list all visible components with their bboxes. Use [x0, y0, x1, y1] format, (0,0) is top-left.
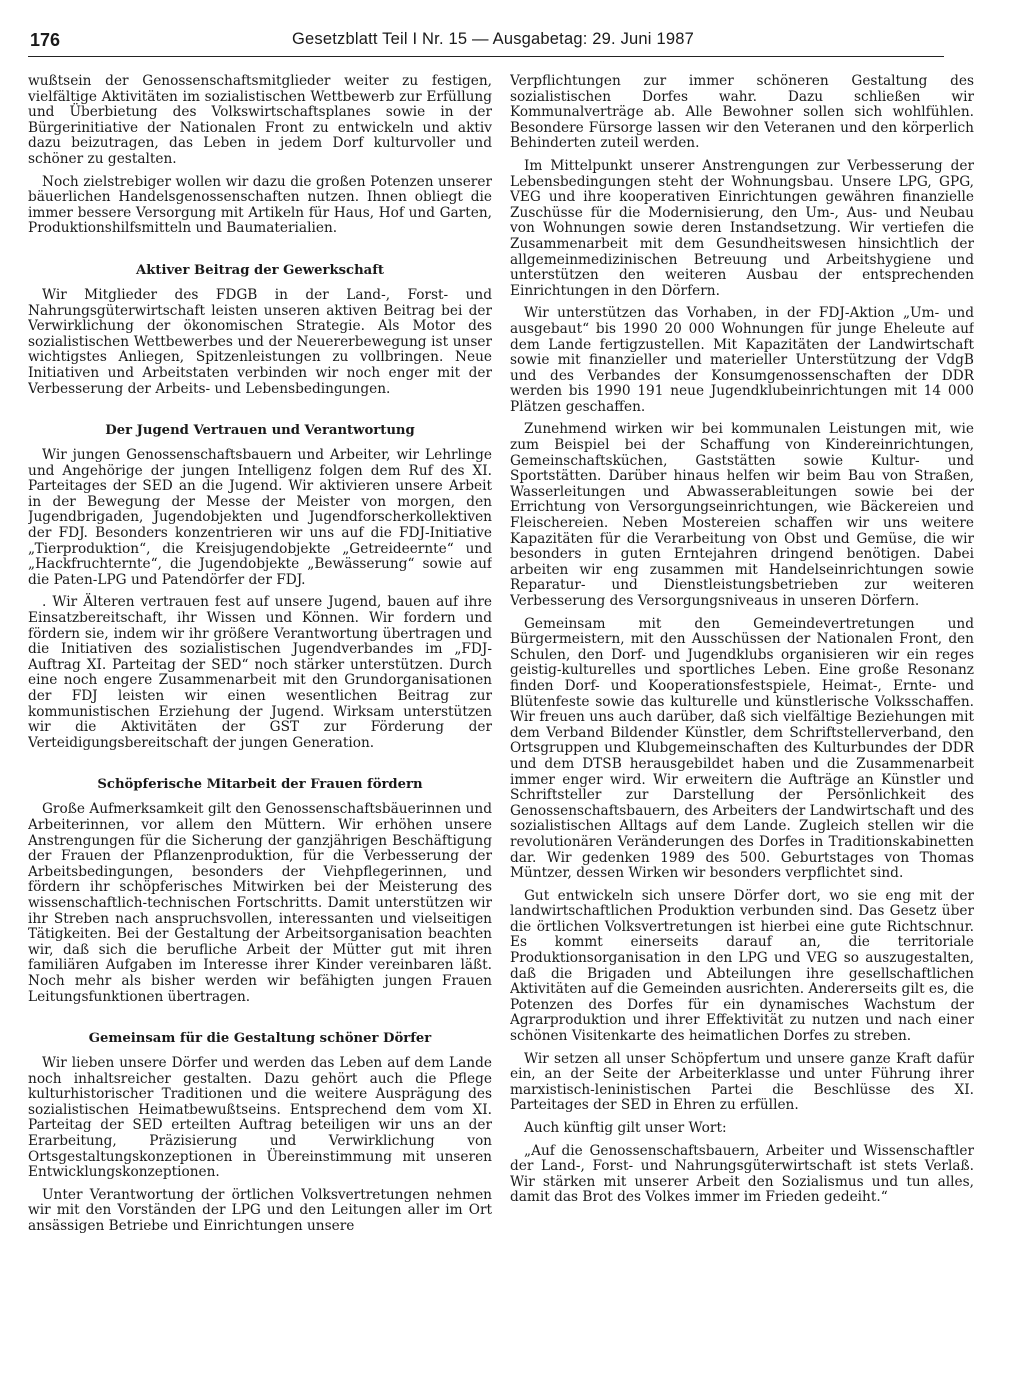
right-column — [510, 74, 974, 1374]
section-heading: Aktiver Beitrag der Gewerkschaft — [136, 262, 384, 278]
page-number: 176 — [30, 30, 61, 50]
header-title: Gesetzblatt Teil I Nr. 15 — Ausgabetag: 29. Juni 1987 — [292, 30, 694, 48]
paragraph: Auch künftig gilt unser Wort: — [524, 1120, 727, 1136]
paragraph: Wir jungen Genossenschaftsbauern und Arbeiter, wir Lehrlinge und Angehörige der jungen Intelligenz folgen dem Ruf des XI. Parteitages der SED an die Jugend. Wir aktivieren unsere Arbeit in der Bewegung der Messe der Meister von morgen, den Jugendbrigaden, Jugendobjekten und Jugendforscherkollektiven der FDJ. Besonders konzentrieren wir uns auf die FDJ-Initiative „Tierproduktion“, die Kreisjugendobjekte „Getreideernte“ und „Hackfruchternte“, die Jugendobjekte „Bewässerung“ sowie auf die Paten-LPG und Patendörfer der FDJ. — [28, 447, 492, 588]
paragraph: Im Mittelpunkt unserer Anstrengungen zur Verbesserung der Lebensbedingungen steht der Wohnungsbau. Unsere LPG, GPG, VEG und ihre kooperativen Einrichtungen gewähren finanzielle Zuschüsse für die Modernisierung, den Um-, Aus- und Neubau von Wohnungen sowie deren Instandsetzung. Wir vertiefen die Zusammenarbeit mit dem Gesundheitswesen hinsichtlich der allgemeinmedizinischen Betreuung und Arbeitshygiene und unterstützen den weiteren Ausbau der entsprechenden Einrichtungen in den Dörfern. — [510, 157, 974, 299]
paragraph: Wir setzen all unser Schöpfertum und unsere ganze Kraft dafür ein, an der Seite der Arbeiterklasse und unter Führung ihrer marxistisch-leninistischen Partei die Beschlüsse des XI. Parteitages der SED in Ehren zu erfüllen. — [510, 1050, 974, 1114]
paragraph: . Wir Älteren vertrauen fest auf unsere Jugend, bauen auf ihre Einsatzbereitschaft, ihr Wissen und Können. Wir fordern und fördern sie, indem wir ihr größere Verantwortung übertragen und die Initiativen des sozialistischen Jugendverbandes im „FDJ-Auftrag XI. Parteitag der SED“ noch stärker unterstützen. Durch eine noch engere Zusammenarbeit mit den Grundorganisationen der FDJ leisten wir einen wesentlichen Beitrag zur kommunistischen Erziehung der Jugend. Wirksam unterstützen wir die Aktivitäten der GST zur Förderung der Verteidigungsbereitschaft der jungen Generation. — [28, 594, 492, 751]
paragraph: Gemeinsam mit den Gemeindevertretungen und Bürgermeistern, mit den Ausschüssen der Nationalen Front, den Schulen, den Dorf- und Jugendklubs organisieren wir ein reges geistig-kulturelles und sportliches Leben. Eine große Resonanz finden Dorf- und Kooperationsfestspiele, Heimat-, Ernte- und Blütenfeste sowie das kulturelle und künstlerische Volksschaffen. Wir freuen uns auch darüber, daß sich vielfältige Beziehungen mit dem Verband Bildender Künstler, dem Schriftstellerverband, den Ortsgruppen und Klubgemeinschaften des Kulturbundes der DDR und dem DTSB herausgebildet haben und die Zusammenarbeit immer enger wird. Wir erweitern die Aufträge an Künstler und Schriftsteller zur Darstellung der Persönlichkeit des Genossenschaftsbauern, des Arbeiters der Landwirtschaft und des sozialistischen Alltags auf dem Lande. Zugleich stellen wir die revolutionären Veränderungen des Dorfes in Traditionskabinetten dar. Wir gedenken 1989 des 500. Geburtstages von Thomas Müntzer, dessen Wirken wir besonders verpflichtet sind. — [510, 615, 974, 882]
closing-quote: „Auf die Genossenschaftsbauern, Arbeiter und Wissenschaftler der Land-, Forst- und Nahrungsgüterwirtschaft ist stets Verlaß. Wir stärken mit unserer Arbeit den Sozialismus und tun alles, damit das Brot des Volkes immer im Frieden gedeiht.“ — [510, 1142, 974, 1206]
paragraph: Wir unterstützen das Vorhaben, in der FDJ-Aktion „Um- und ausgebaut“ bis 1990 20 000 Wohnungen für junge Eheleute auf dem Lande fertigzustellen. Mit Kapazitäten der Landwirtschaft sowie mit finanzieller und materieller Unterstützung der VdgB und des Verbandes der Konsumgenossenschaften der DDR werden bis 1990 191 neue Jugendklubeinrichtungen mit 14 000 Plätzen geschaffen. — [510, 305, 974, 415]
paragraph: Wir Mitglieder des FDGB in der Land-, Forst- und Nahrungsgüterwirtschaft leisten unseren aktiven Beitrag bei der Verwirklichung der ökonomischen Strategie. Als Motor des sozialistischen Wettbewerbes und der Neuererbewegung ist unser wichtigstes Anliegen, Spitzenleistungen zu vollbringen. Neue Initiativen und Arbeitstaten verbinden wir noch enger mit der Verbesserung der Arbeits- und Lebensbedingungen. — [28, 286, 492, 397]
page-header — [28, 26, 944, 57]
section-heading: Schöpferische Mitarbeit der Frauen fördern — [97, 777, 423, 793]
paragraph: Unter Verantwortung der örtlichen Volksvertretungen nehmen wir mit den Vorständen der LPG und den Leitungen aller im Ort ansässigen Betriebe und Einrichtungen unsere — [28, 1186, 492, 1235]
paragraph: Gut entwickeln sich unsere Dörfer dort, wo sie eng mit der landwirtschaftlichen Produktion verbunden sind. Das Gesetz über die örtlichen Volksvertretungen ist hierbei eine gute Richtschnur. Es kommt einerseits darauf an, die territoriale Produktionsorganisation in den LPG und VEG so auszugestalten, daß die Brigaden und Abteilungen ihre gesellschaftlichen Aktivitäten auf die Gemeinden ausrichten. Andererseits gilt es, die Potenzen des Dorfes für ein dynamisches Wachstum der Agrarproduktion und ihrer Effektivität zu nutzen und nach einer schönen Visitenkarte des heimatlichen Dorfes zu streben. — [510, 887, 974, 1045]
paragraph: Noch zielstrebiger wollen wir dazu die großen Potenzen unserer bäuerlichen Handelsgenossenschaften nutzen. Ihnen obliegt die immer bessere Versorgung mit Artikeln für Haus, Hof und Garten, Produktionshilfsmitteln und Baumaterialien. — [28, 173, 492, 237]
section-heading: Der Jugend Vertrauen und Verantwortung — [105, 423, 415, 439]
paragraph: Zunehmend wirken wir bei kommunalen Leistungen mit, wie zum Beispiel bei der Schaffung von Kindereinrichtungen, Gemeinschaftsküchen, Gaststätten sowie Kultur- und Sportstätten. Darüber hinaus helfen wir beim Bau von Straßen, Wasserleitungen und Abwasserableitungen sowie bei der Errichtung von Versorgungseinrichtungen, wie Bäckereien und Fleischereien. Neben Mostereien schaffen wir uns weitere Kapazitäten für die Verarbeitung von Obst und Gemüse, die wir besonders in guten Erntejahren dringend benötigen. Dabei arbeiten wir eng zusammen mit Handelseinrichtungen sowie Reparatur- und Dienstleistungsbetrieben zur weiteren Verbesserung des Versorgungsniveaus in unseren Dörfern. — [510, 421, 974, 609]
section-heading: Gemeinsam für die Gestaltung schöner Dörfer — [88, 1031, 432, 1047]
paragraph: Wir lieben unsere Dörfer und werden das Leben auf dem Lande noch inhaltsreicher gestalten. Dazu gehört auch die Pflege kulturhistorischer Traditionen und die weitere Ausprägung des sozialistischen Heimatbewußtseins. Entsprechend dem vom XI. Parteitag der SED erteilten Auftrag beteiligen wir uns an der Erarbeitung, Präzisierung und Verwirklichung von Ortsgestaltungskonzeptionen in Übereinstimmung mit unseren Entwicklungskonzeptionen. — [28, 1055, 492, 1181]
paragraph: wußtsein der Genossenschaftsmitglieder weiter zu festigen, vielfältige Aktivitäten im sozialistischen Wettbewerb zur Erfüllung und Überbietung des Volkswirtschaftsplanes sowie in der Bürgerinitiative der Nationalen Front zu entwickeln und aktiv dazu beizutragen, das Leben in jedem Dorf kulturvoller und schöner zu gestalten. — [28, 74, 492, 167]
paragraph: Verpflichtungen zur immer schöneren Gestaltung des sozialistischen Dorfes wahr. Dazu schließen wir Kommunalverträge ab. Alle Bewohner sollen sich wohlfühlen. Besondere Fürsorge lassen wir den Veteranen und den körperlich Behinderten zuteil werden. — [510, 74, 974, 152]
paragraph: Große Aufmerksamkeit gilt den Genossenschaftsbäuerinnen und Arbeiterinnen, vor allem den Müttern. Wir erhöhen unsere Anstrengungen für die Sicherung der ganzjährigen Beschäftigung der Frauen der Pflanzenproduktion, für die Verbesserung der Arbeitsbedingungen, besonders der Viehpflegerinnen, und fördern ihr schöpferisches Mitwirken bei der Meisterung des wissenschaftlich-technischen Fortschritts. Damit unterstützen wir ihr Streben nach anspruchsvollen, interessanten und vielseitigen Tätigkeiten. Bei der Gestaltung der Arbeitsorganisation beachten wir, daß sich die berufliche Arbeit der Mütter gut mit ihren familiären Aufgaben im Interesse ihrer Kinder vereinbaren läßt. Noch mehr als bisher werden wir befähigten jungen Frauen Leitungsfunktionen übertragen. — [28, 801, 492, 1005]
left-column — [28, 74, 492, 1374]
